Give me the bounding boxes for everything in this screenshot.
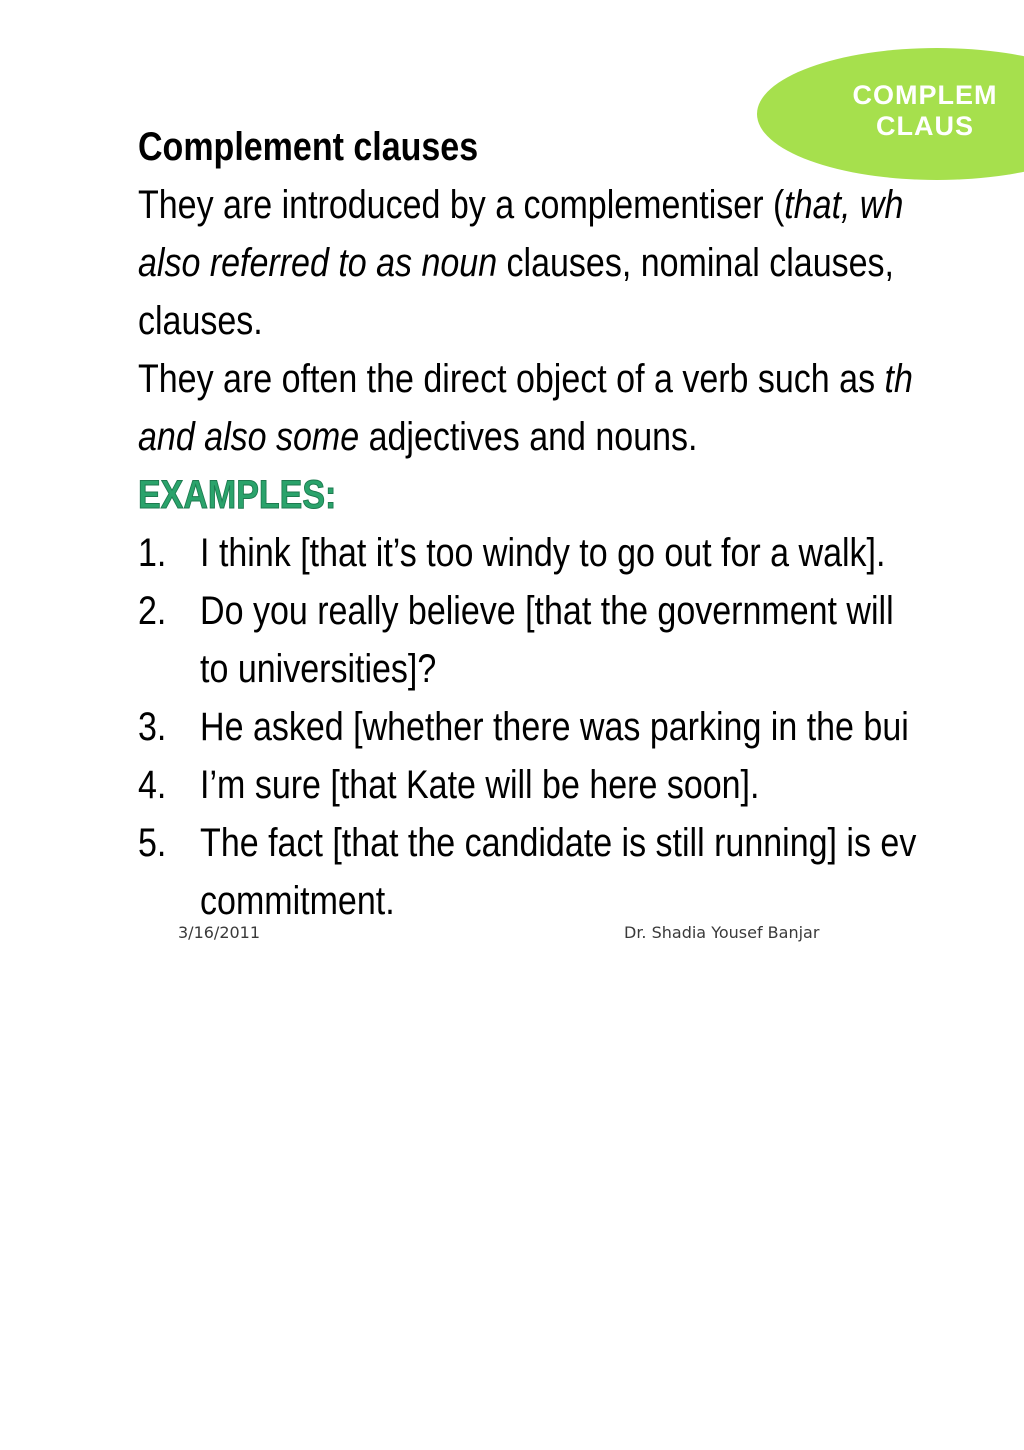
- footer-date: 3/16/2011: [178, 923, 261, 942]
- example-item-2: [138, 582, 1024, 640]
- topic-badge-line-2: CLAUS: [876, 111, 974, 141]
- paragraph-1-line-2-italic: also referred to as noun: [138, 241, 498, 285]
- example-text: I think [that it’s too windy to go out for a walk].: [200, 531, 886, 575]
- example-number: 5.: [138, 821, 167, 865]
- example-text: Do you really believe [that the government will: [200, 589, 894, 633]
- paragraph-2-line-2-italic: and also some: [138, 415, 360, 459]
- example-number: 1.: [138, 531, 167, 575]
- slide-title: Complement clauses: [138, 125, 479, 169]
- slide-content: [138, 118, 1024, 930]
- example-item-2-continuation: [138, 640, 1024, 698]
- example-text: I’m sure [that Kate will be here soon].: [200, 763, 760, 807]
- paragraph-1-line-1-italic: that, wh: [784, 183, 904, 227]
- example-number: 3.: [138, 705, 167, 749]
- paragraph-1-line-1-text: They are introduced by a complementiser (: [138, 183, 785, 227]
- example-number: 2.: [138, 589, 167, 633]
- example-item-4: [138, 756, 1024, 814]
- paragraph-1-line-2: [138, 234, 1024, 292]
- example-text: He asked [whether there was parking in the bui: [200, 705, 909, 749]
- paragraph-2-line-1-italic: th: [884, 357, 913, 401]
- topic-badge-line-1: COMPLEM: [852, 80, 998, 110]
- paragraph-2-line-1: [138, 350, 1024, 408]
- paragraph-2-line-1-text: They are often the direct object of a verb such as: [138, 357, 885, 401]
- example-item-5: [138, 814, 1024, 872]
- paragraph-2-line-2-text: adjectives and nouns.: [359, 415, 698, 459]
- paragraph-1-line-2-text: clauses, nominal clauses,: [497, 241, 894, 285]
- example-item-1: [138, 524, 1024, 582]
- example-number: 4.: [138, 763, 167, 807]
- example-item-5-continuation: [138, 872, 1024, 930]
- footer-author: Dr. Shadia Yousef Banjar: [624, 923, 820, 942]
- paragraph-1-line-1: [138, 176, 1024, 234]
- example-text: The fact [that the candidate is still running] is ev: [200, 821, 917, 865]
- examples-heading: EXAMPLES:: [138, 473, 337, 517]
- paragraph-1-line-3: clauses.: [138, 299, 263, 343]
- example-item-3: [138, 698, 1024, 756]
- example-continuation-text: commitment.: [200, 879, 395, 923]
- example-continuation-text: to universities]?: [200, 647, 437, 691]
- paragraph-2-line-2: [138, 408, 1024, 466]
